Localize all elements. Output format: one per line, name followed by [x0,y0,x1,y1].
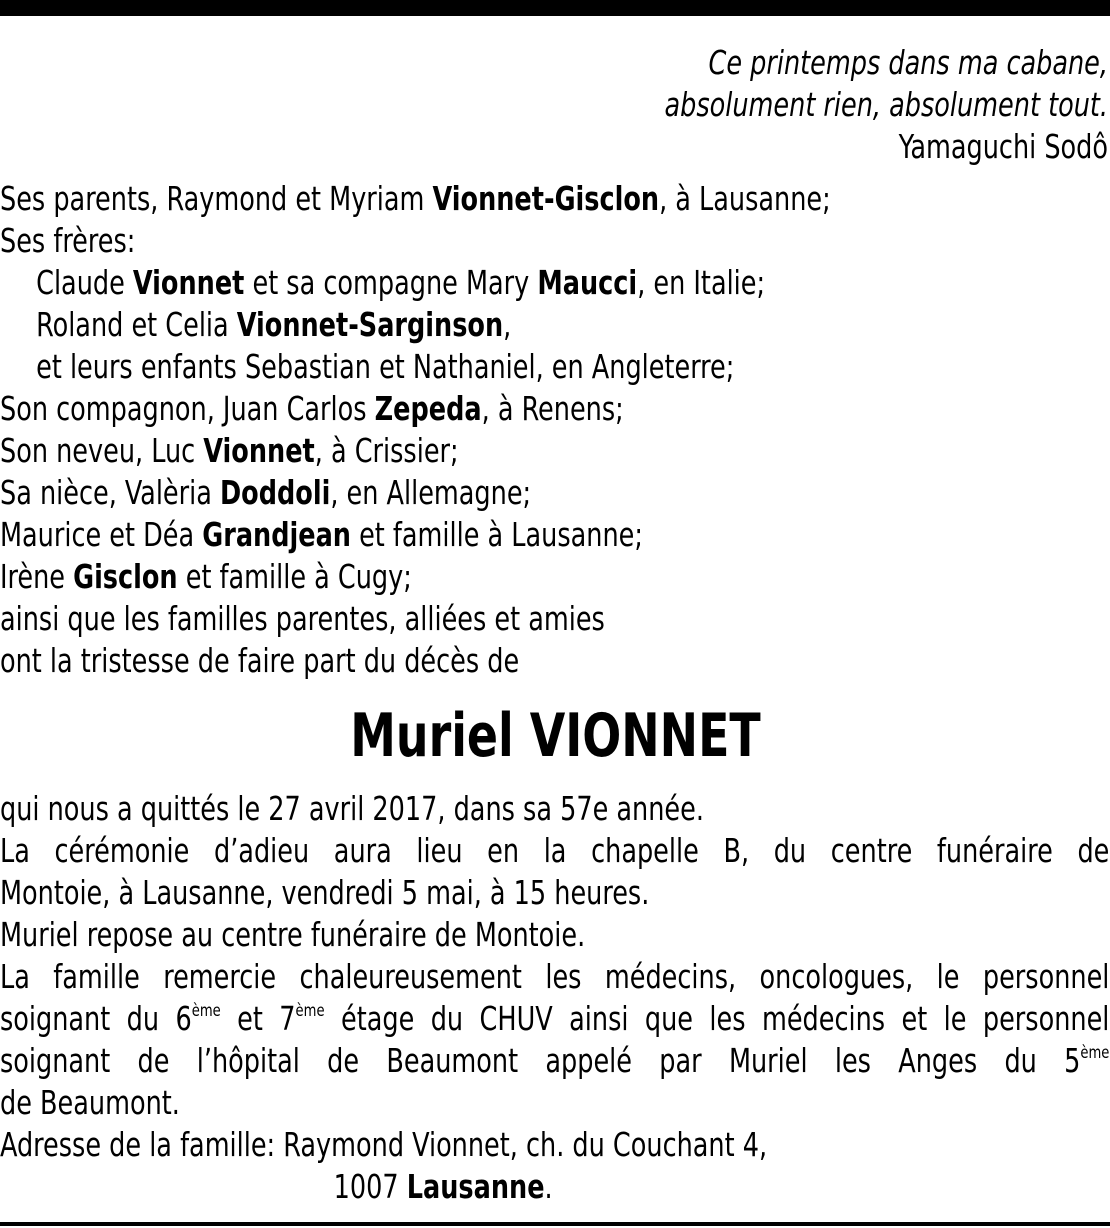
family-line-irene: Irène Gisclon et famille à Cugy; [0,557,412,596]
family-line-niece: Sa nièce, Valèria Doddoli, en Allemagne; [0,473,532,512]
details-thanks-line: soignant du 6ème et 7ème étage du CHUV ainsi que les médecins et le personnel [0,999,1110,1038]
family-line-roland: Roland et Celia Vionnet-Sarginson, [36,305,512,344]
details-address-city: 1007 Lausanne. [333,1167,553,1206]
epigraph [334,42,1108,168]
family-line-families: ainsi que les familles parentes, alliées et amies [0,599,605,638]
details-rest: Muriel repose au centre funéraire de Montoie. [0,915,586,954]
epigraph-author: Yamaguchi Sodô [898,127,1108,166]
details-thanks-line: soignant de l’hôpital de Beaumont appelé par Muriel les Anges du 5ème [0,1041,1110,1080]
details-text [0,788,1109,1208]
details-ceremony-line: La cérémonie d’adieu aura lieu en la chapelle B, du centre funéraire de [0,831,1110,870]
details-ceremony-line: Montoie, à Lausanne, vendredi 5 mai, à 15 heures. [0,873,650,912]
family-line-companion: Son compagnon, Juan Carlos Zepeda, à Renens; [0,389,624,428]
family-line-brothers-label: Ses frères: [0,221,136,260]
family-line-maurice: Maurice et Déa Grandjean et famille à Lausanne; [0,515,643,554]
family-line-parents: Ses parents, Raymond et Myriam Vionnet-Gisclon, à Lausanne; [0,179,831,218]
details-address-line: Adresse de la famille: Raymond Vionnet, ch. du Couchant 4, [0,1125,768,1164]
epigraph-line: absolument rien, absolument tout. [664,85,1108,124]
deceased-name: Muriel VIONNET [349,701,761,771]
details-date: qui nous a quittés le 27 avril 2017, dans sa 57e année. [0,789,704,828]
family-line-nephew: Son neveu, Luc Vionnet, à Crissier; [0,431,459,470]
family-line-claude: Claude Vionnet et sa compagne Mary Maucci, en Italie; [36,263,766,302]
family-line-children: et leurs enfants Sebastian et Nathaniel, en Angleterre; [36,347,735,386]
details-thanks-line: La famille remercie chaleureusement les médecins, oncologues, le personnel [0,957,1110,996]
family-list [0,178,1109,682]
details-thanks-line: de Beaumont. [0,1083,180,1122]
bottom-rule [0,1222,1110,1226]
epigraph-line: Ce printemps dans ma cabane, [708,43,1108,82]
family-line-announce: ont la tristesse de faire part du décès de [0,641,520,680]
top-rule [0,0,1110,16]
